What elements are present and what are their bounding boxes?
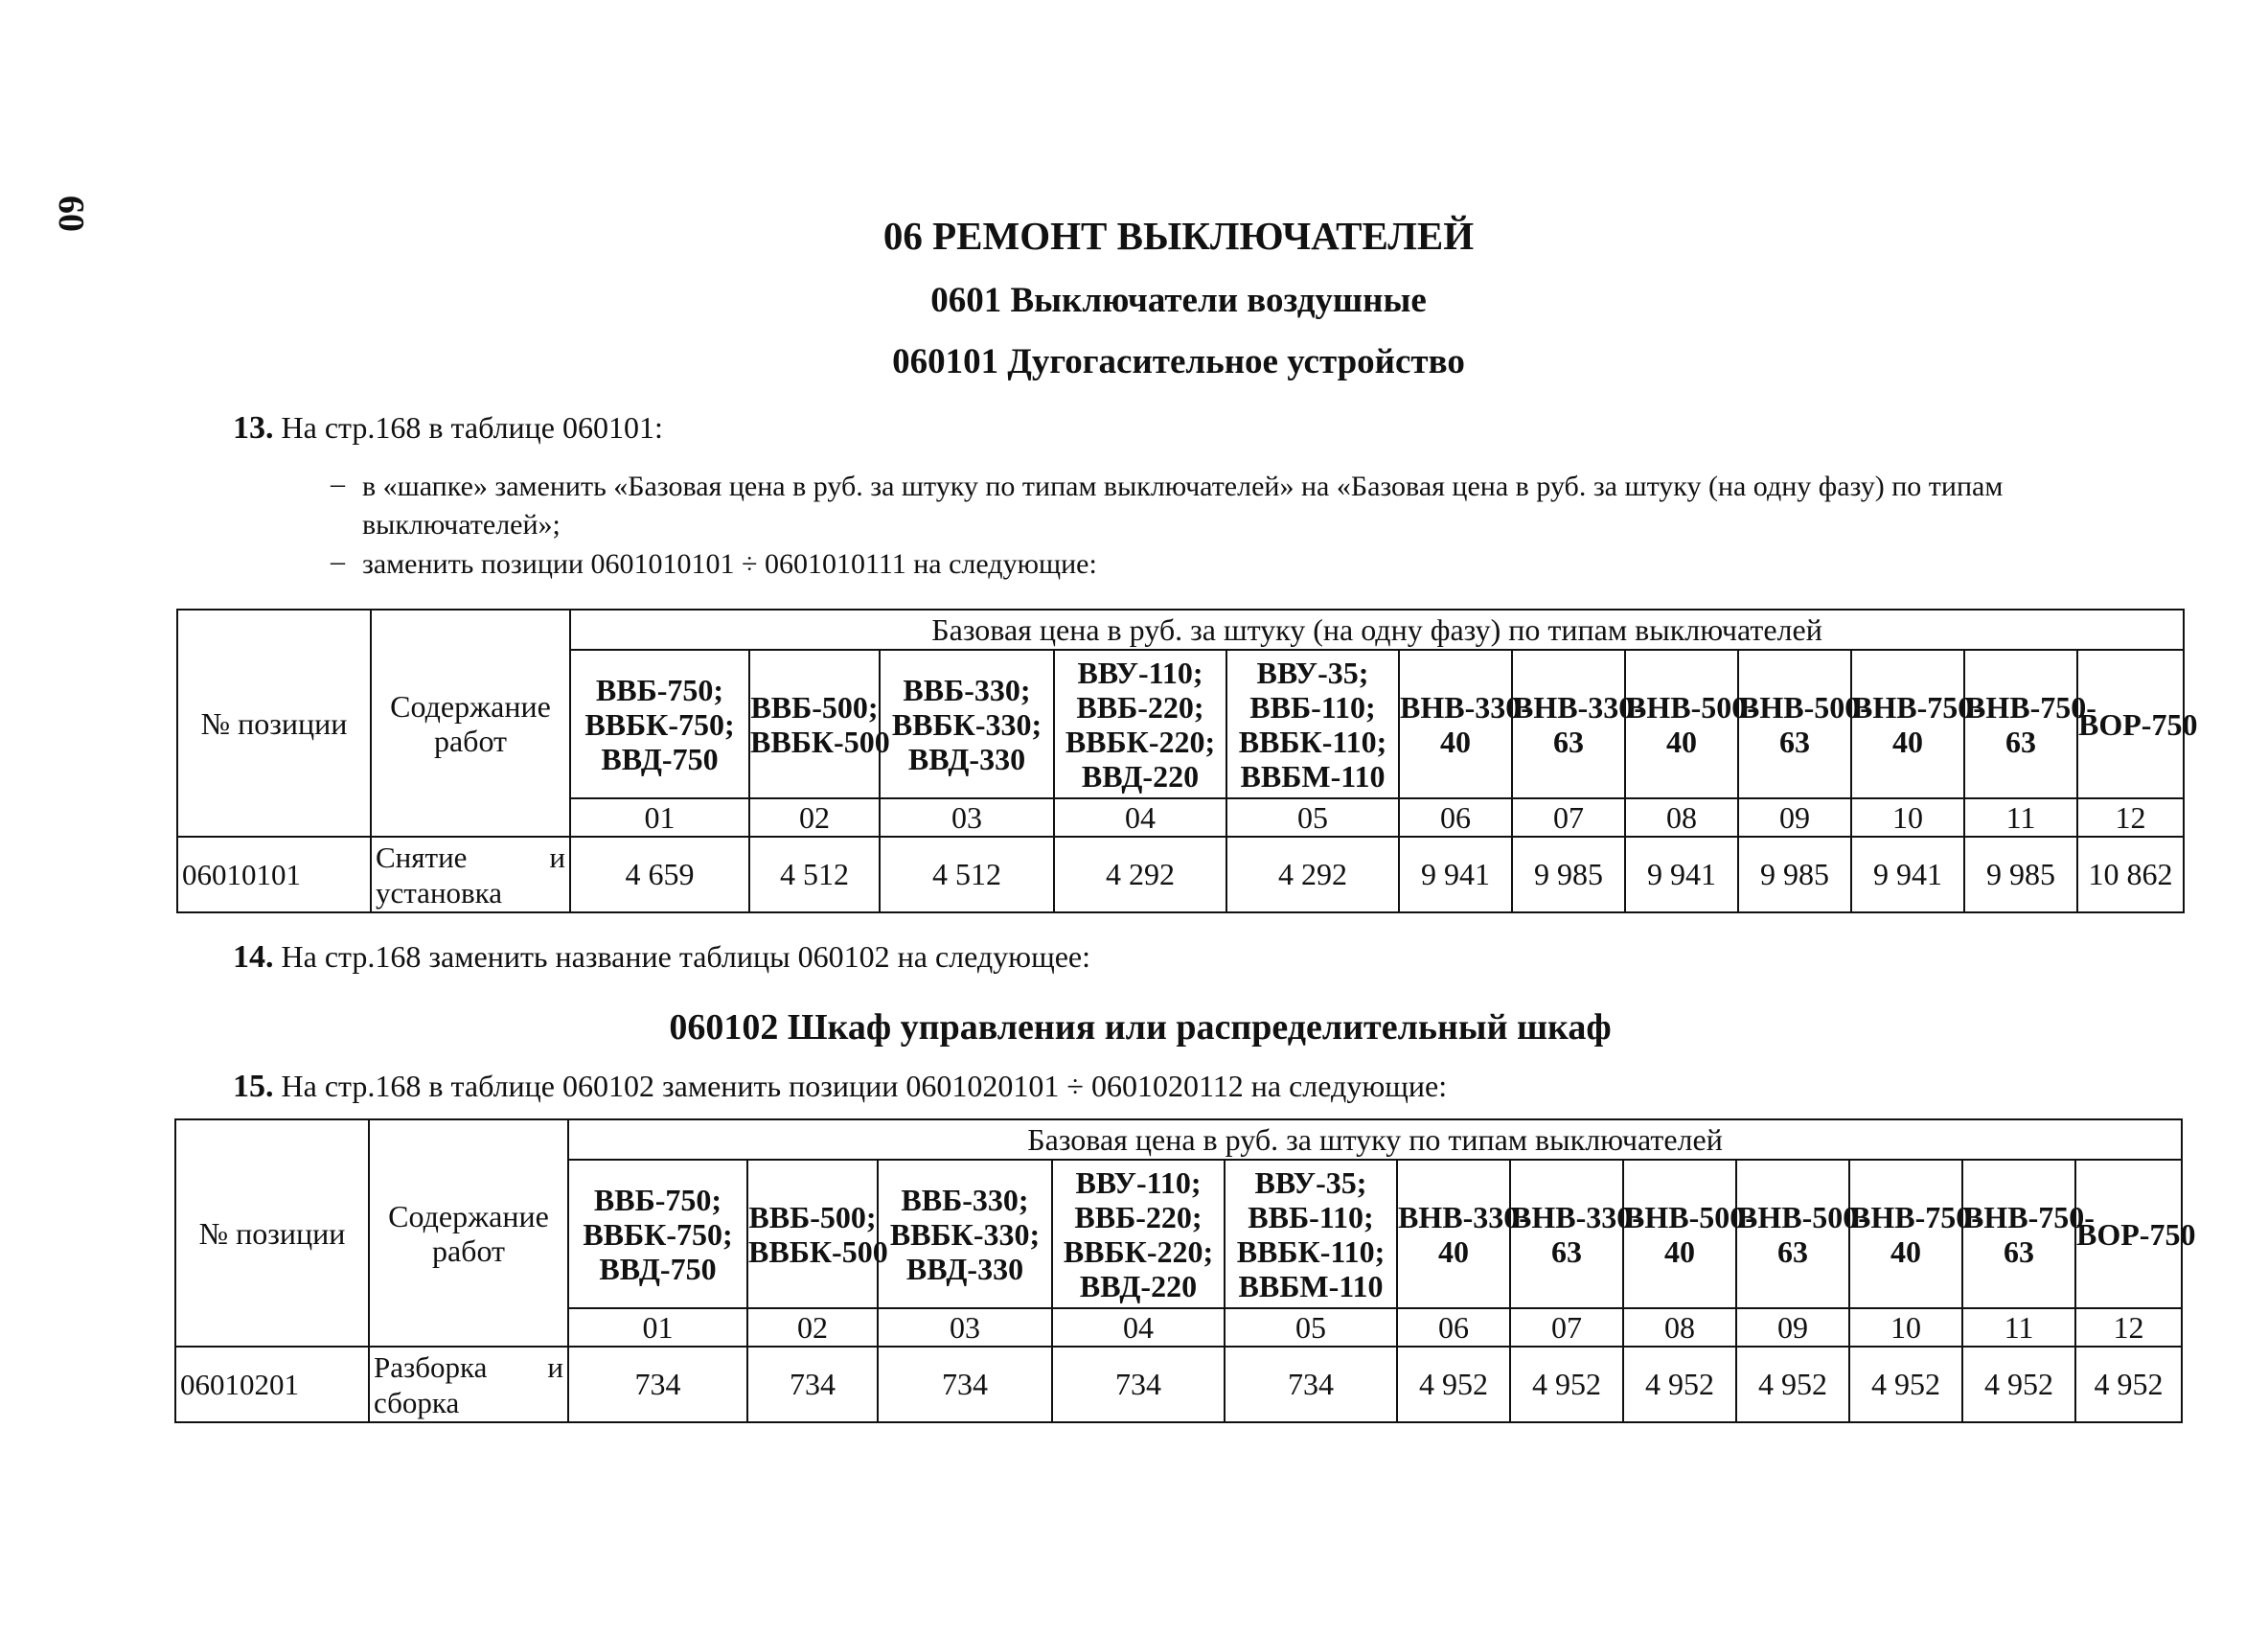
value-cell: 4 952 [1623,1347,1736,1422]
table-060102-heading: 060102 Шкаф управления или распределительный шкаф [669,1007,1612,1048]
content-text: Разборка и сборка [374,1349,563,1419]
breaker-type-header: ВОР-750 [2077,650,2184,798]
value-cell: 4 952 [2075,1347,2182,1422]
item-14 [233,939,1090,976]
item-13-text: На стр.168 в таблице 060101: [281,410,663,445]
value-cell: 4 952 [1510,1347,1623,1422]
bullet-dash: – [331,545,345,577]
value-cell: 4 952 [1397,1347,1510,1422]
table-cell-content [371,837,570,912]
column-code: 01 [568,1308,747,1347]
page-number: 60 [51,196,91,232]
column-code: 11 [1964,798,2077,837]
value-cell: 4 292 [1054,837,1226,912]
breaker-type-header: ВВУ-110; ВВБ-220; ВВБК-220; ВВД-220 [1054,650,1226,798]
section-heading: 06 РЕМОНТ ВЫКЛЮЧАТЕЛЕЙ [882,214,1475,258]
breaker-type-header: ВВБ-330; ВВБК-330; ВВД-330 [878,1160,1052,1308]
breaker-type-header: ВВБ-750; ВВБК-750; ВВД-750 [568,1160,747,1308]
value-cell: 9 985 [1964,837,2077,912]
breaker-type-header: ВНВ-500-63 [1736,1160,1849,1308]
column-code: 12 [2075,1308,2182,1347]
breaker-type-header: ВВБ-500; ВВБК-500 [749,650,880,798]
table-060102 [174,1118,2196,1423]
table-title-heading: 060101 Дугогасительное устройство [892,342,1465,381]
subsection-heading: 0601 Выключатели воздушные [930,281,1427,320]
item-13-bullet-1: в «шапке» заменить «Базовая цена в руб. за штуку по типам выключателей» на «Базовая цена в руб. за штуку (на одну фазу) по типам выключателей»; [362,471,2004,541]
breaker-type-header: ВНВ-750-63 [1964,650,2077,798]
breaker-type-header: ВНВ-330-63 [1510,1160,1623,1308]
column-code: 07 [1510,1308,1623,1347]
breaker-type-header: ВВУ-35; ВВБ-110; ВВБК-110; ВВБМ-110 [1226,650,1399,798]
value-cell: 9 985 [1738,837,1851,912]
item-15 [233,1069,1447,1105]
item-13 [233,410,663,447]
value-cell: 734 [568,1347,747,1422]
column-code: 07 [1512,798,1625,837]
column-code: 04 [1054,798,1226,837]
column-code: 01 [570,798,749,837]
table-header-content: Содержание работ [371,610,570,837]
table-header-position: № позиции [177,610,371,837]
value-cell: 4 952 [1962,1347,2075,1422]
breaker-type-header: ВВУ-35; ВВБ-110; ВВБК-110; ВВБМ-110 [1225,1160,1397,1308]
table-060101 [176,609,2198,913]
breaker-type-header: ВНВ-330-40 [1399,650,1512,798]
column-code: 10 [1851,798,1964,837]
table-header-position: № позиции [175,1119,369,1347]
item-15-number: 15. [233,1069,274,1104]
column-code: 03 [880,798,1054,837]
breaker-type-header: ВНВ-750-40 [1851,650,1964,798]
value-cell: 4 512 [749,837,880,912]
column-code: 08 [1623,1308,1736,1347]
breaker-type-header: ВНВ-750-63 [1962,1160,2075,1308]
breaker-type-header: ВВБ-330; ВВБК-330; ВВД-330 [880,650,1054,798]
value-cell: 9 941 [1851,837,1964,912]
item-15-text: На стр.168 в таблице 060102 заменить позиции 0601020101 ÷ 0601020112 на следующие: [281,1069,1448,1103]
breaker-type-header: ВНВ-330-40 [1397,1160,1510,1308]
value-cell: 9 941 [1625,837,1738,912]
breaker-type-header: ВОР-750 [2075,1160,2182,1308]
bullet-dash: – [331,468,345,499]
column-code: 06 [1397,1308,1510,1347]
column-code: 03 [878,1308,1052,1347]
breaker-type-header: ВНВ-330-63 [1512,650,1625,798]
value-cell: 9 941 [1399,837,1512,912]
value-cell: 4 659 [570,837,749,912]
column-code: 04 [1052,1308,1225,1347]
table-cell-content [369,1347,568,1422]
breaker-type-header: ВНВ-500-40 [1623,1160,1736,1308]
column-code: 09 [1738,798,1851,837]
column-code: 06 [1399,798,1512,837]
value-cell: 734 [1052,1347,1225,1422]
value-cell: 9 985 [1512,837,1625,912]
breaker-type-header: ВНВ-500-63 [1738,650,1851,798]
value-cell: 734 [747,1347,878,1422]
table-header-content: Содержание работ [369,1119,568,1347]
value-cell: 4 952 [1849,1347,1962,1422]
breaker-type-header: ВВБ-750; ВВБК-750; ВВД-750 [570,650,749,798]
column-code: 10 [1849,1308,1962,1347]
column-code: 05 [1225,1308,1397,1347]
column-code: 02 [747,1308,878,1347]
table-cell-position: 06010101 [177,837,371,912]
column-code: 08 [1625,798,1738,837]
value-cell: 734 [1225,1347,1397,1422]
column-code: 12 [2077,798,2184,837]
table-cell-position: 06010201 [175,1347,369,1422]
breaker-type-header: ВНВ-500-40 [1625,650,1738,798]
column-code: 11 [1962,1308,2075,1347]
item-13-number: 13. [233,410,274,446]
column-code: 05 [1226,798,1399,837]
value-cell: 734 [878,1347,1052,1422]
item-14-number: 14. [233,939,274,975]
item-14-text: На стр.168 заменить название таблицы 060102 на следующее: [281,939,1091,974]
value-cell: 4 512 [880,837,1054,912]
item-13-bullet-2: заменить позиции 0601010101 ÷ 0601010111 на следующие: [362,548,1097,580]
breaker-type-header: ВВБ-500; ВВБК-500 [747,1160,878,1308]
table-header-price: Базовая цена в руб. за штуку (на одну фазу) по типам выключателей [570,610,2184,650]
breaker-type-header: ВВУ-110; ВВБ-220; ВВБК-220; ВВД-220 [1052,1160,1225,1308]
value-cell: 10 862 [2077,837,2184,912]
value-cell: 4 952 [1736,1347,1849,1422]
column-code: 09 [1736,1308,1849,1347]
column-code: 02 [749,798,880,837]
table-header-price: Базовая цена в руб. за штуку по типам выключателей [568,1119,2182,1160]
value-cell: 4 292 [1226,837,1399,912]
content-text: Снятие и установка [376,840,565,910]
breaker-type-header: ВНВ-750-40 [1849,1160,1962,1308]
